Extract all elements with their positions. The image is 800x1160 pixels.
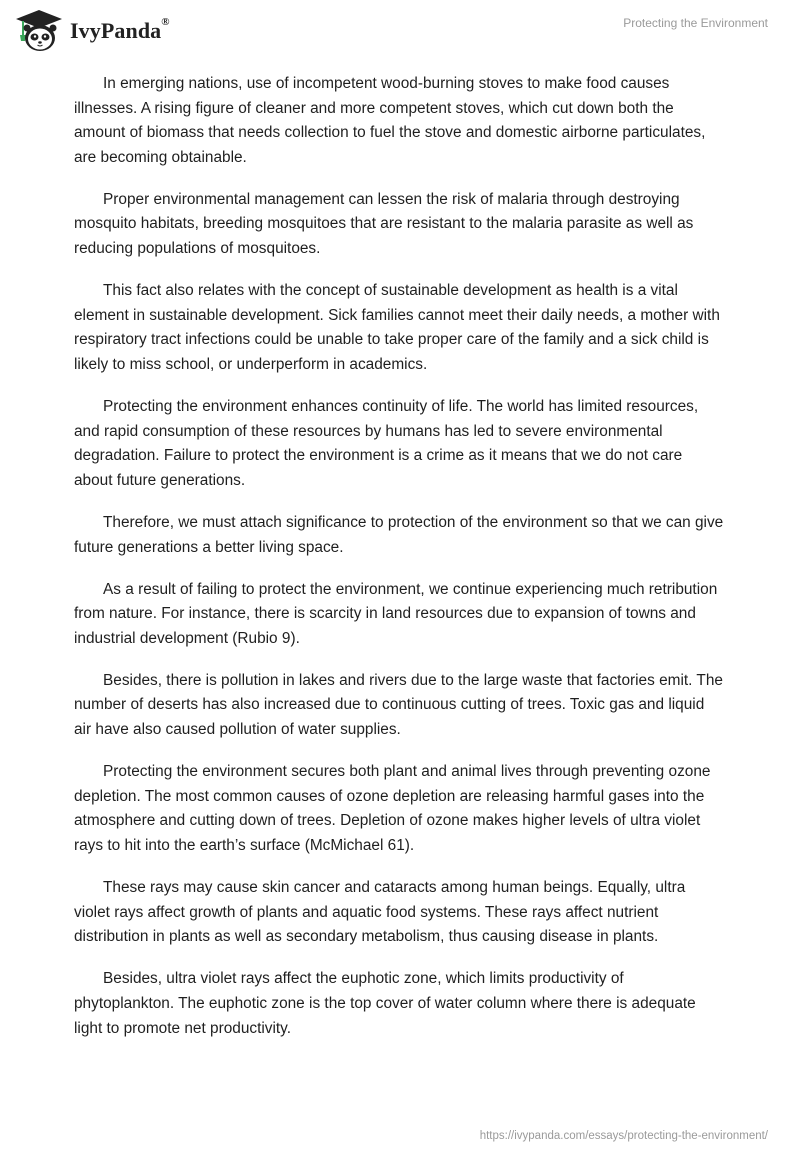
paragraph: Besides, there is pollution in lakes and rivers due to the large waste that factories emit. The number of deserts has also increased due to continuous cutting of trees. Toxic gas and liquid air have also caused pollution of water supplies. bbox=[74, 671, 723, 739]
paragraph: As a result of failing to protect the environment, we continue experiencing much retribution from nature. For instance, there is scarcity in land resources due to expansion of towns and industrial development (Rubio 9). bbox=[74, 580, 718, 647]
page-header bbox=[0, 0, 800, 64]
paragraph: Therefore, we must attach significance to protection of the environment so that we can give future generations a better living space. bbox=[74, 513, 724, 556]
paragraph: Proper environmental management can lessen the risk of malaria through destroying mosquito habitats, breeding mosquitoes that are resistant to the malaria parasite as well as reducing populations of mosquitoes. bbox=[74, 190, 694, 258]
paragraph: Protecting the environment secures both plant and animal lives through preventing ozone depletion. The most common causes of ozone depletion are releasing harmful gases into the atmosphere and cutting down of trees. Depletion of ozone makes higher levels of ultra violet rays to hit into the earth’s surface (McMichael 61). bbox=[74, 763, 711, 854]
document-title: Protecting the Environment bbox=[623, 16, 768, 30]
brand-name bbox=[70, 18, 170, 44]
brand-logo[interactable] bbox=[14, 8, 170, 54]
registered-mark: ® bbox=[161, 16, 170, 28]
paragraph: Besides, ultra violet rays affect the euphotic zone, which limits productivity of phytoplankton. The euphotic zone is the top cover of water column where there is adequate light to promote net productivity. bbox=[74, 970, 696, 1037]
paragraph: In emerging nations, use of incompetent wood-burning stoves to make food causes illnesses. A rising figure of cleaner and more competent stoves, which cut down both the amount of biomass that needs collection to fuel the stove and domestic airborne particulates, are becoming obtainable. bbox=[74, 75, 706, 166]
paragraph: These rays may cause skin cancer and cataracts among human beings. Equally, ultra violet rays affect growth of plants and aquatic food systems. These rays affect nutrient distribution in plants as well as secondary metabolism, thus causing disease in plants. bbox=[74, 879, 686, 946]
essay-body bbox=[74, 72, 724, 1059]
panda-logo-icon bbox=[14, 8, 64, 54]
source-url[interactable]: https://ivypanda.com/essays/protecting-the-environment/ bbox=[479, 1130, 768, 1142]
paragraph: Protecting the environment enhances continuity of life. The world has limited resources, and rapid consumption of these resources by humans has led to severe environmental degradation. Failure to protect the environment is a crime as it means that we do not care about future generations. bbox=[74, 398, 699, 489]
paragraph: This fact also relates with the concept of sustainable development as health is a vital element in sustainable development. Sick families cannot meet their daily needs, a mother with respiratory tract infections could be unable to take proper care of the family and a sick child is likely to miss school, or underperform in academics. bbox=[74, 282, 720, 373]
brand-name-text: IvyPanda bbox=[70, 18, 162, 43]
